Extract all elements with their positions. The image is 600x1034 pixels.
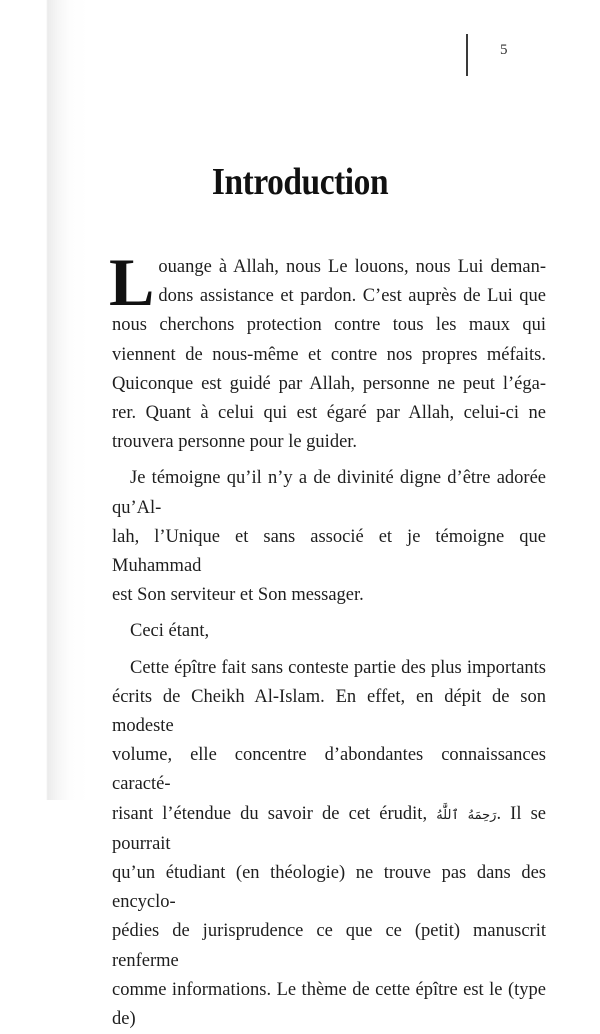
drop-cap: L xyxy=(109,244,155,320)
header-rule xyxy=(466,34,468,76)
page-number: 5 xyxy=(500,42,508,58)
text-line: lah, l’Unique et sans associé et je témoigne que Muhammad xyxy=(112,526,546,577)
body-text xyxy=(109,244,546,1034)
text-line: Cette épître fait sans conteste partie des plus importants xyxy=(130,657,546,678)
paragraph-3 xyxy=(112,617,546,646)
text-line: nous cherchons protection contre tous les maux qui xyxy=(112,315,546,336)
paragraph-4 xyxy=(112,654,546,1034)
text-line: viennent de nous-même et contre nos propres méfaits. xyxy=(112,344,546,365)
text-line: volume, elle concentre d’abondantes connaissances caracté- xyxy=(112,745,546,795)
text-line: est Son serviteur et Son messager. xyxy=(112,585,364,606)
text-segment: risant l’étendue du savoir de cet érudit, xyxy=(112,803,428,824)
text-line: qu’un étudiant (en théologie) ne trouve pas dans des encyclo- xyxy=(112,863,546,913)
text-line: Quiconque est guidé par Allah, personne ne peut l’éga- xyxy=(112,373,546,394)
text-line: pédies de jurisprudence ce que ce (petit) manuscrit renferme xyxy=(112,921,546,971)
text-line: trouvera personne pour le guider. xyxy=(112,432,358,453)
text-line: rer. Quant à celui qui est égaré par Allah, celui-ci ne xyxy=(112,403,546,424)
text-line: dons assistance et pardon. C’est auprès de Lui que xyxy=(158,286,546,307)
text-line: Ceci étant, xyxy=(130,621,210,642)
text-line: Je témoigne qu’il n’y a de divinité digne d’être adorée qu’Al- xyxy=(112,468,546,518)
chapter-title: Introduction xyxy=(211,161,389,203)
text-line: comme informations. Le thème de cette épître est le (type de) xyxy=(112,979,546,1030)
text-line: ouange à Allah, nous Le louons, nous Lui deman- xyxy=(158,257,546,277)
paragraph-2 xyxy=(112,464,546,610)
paragraph-1 xyxy=(109,244,546,457)
text-line: écrits de Cheikh Al-Islam. En effet, en dépit de son modeste xyxy=(112,686,546,737)
text-line-with-honorific xyxy=(112,800,546,859)
text-segment: . Il se pourrait xyxy=(112,803,546,854)
honorific-glyph-icon: رَحِمَهُ ٱللَّٰهُ xyxy=(436,807,497,823)
